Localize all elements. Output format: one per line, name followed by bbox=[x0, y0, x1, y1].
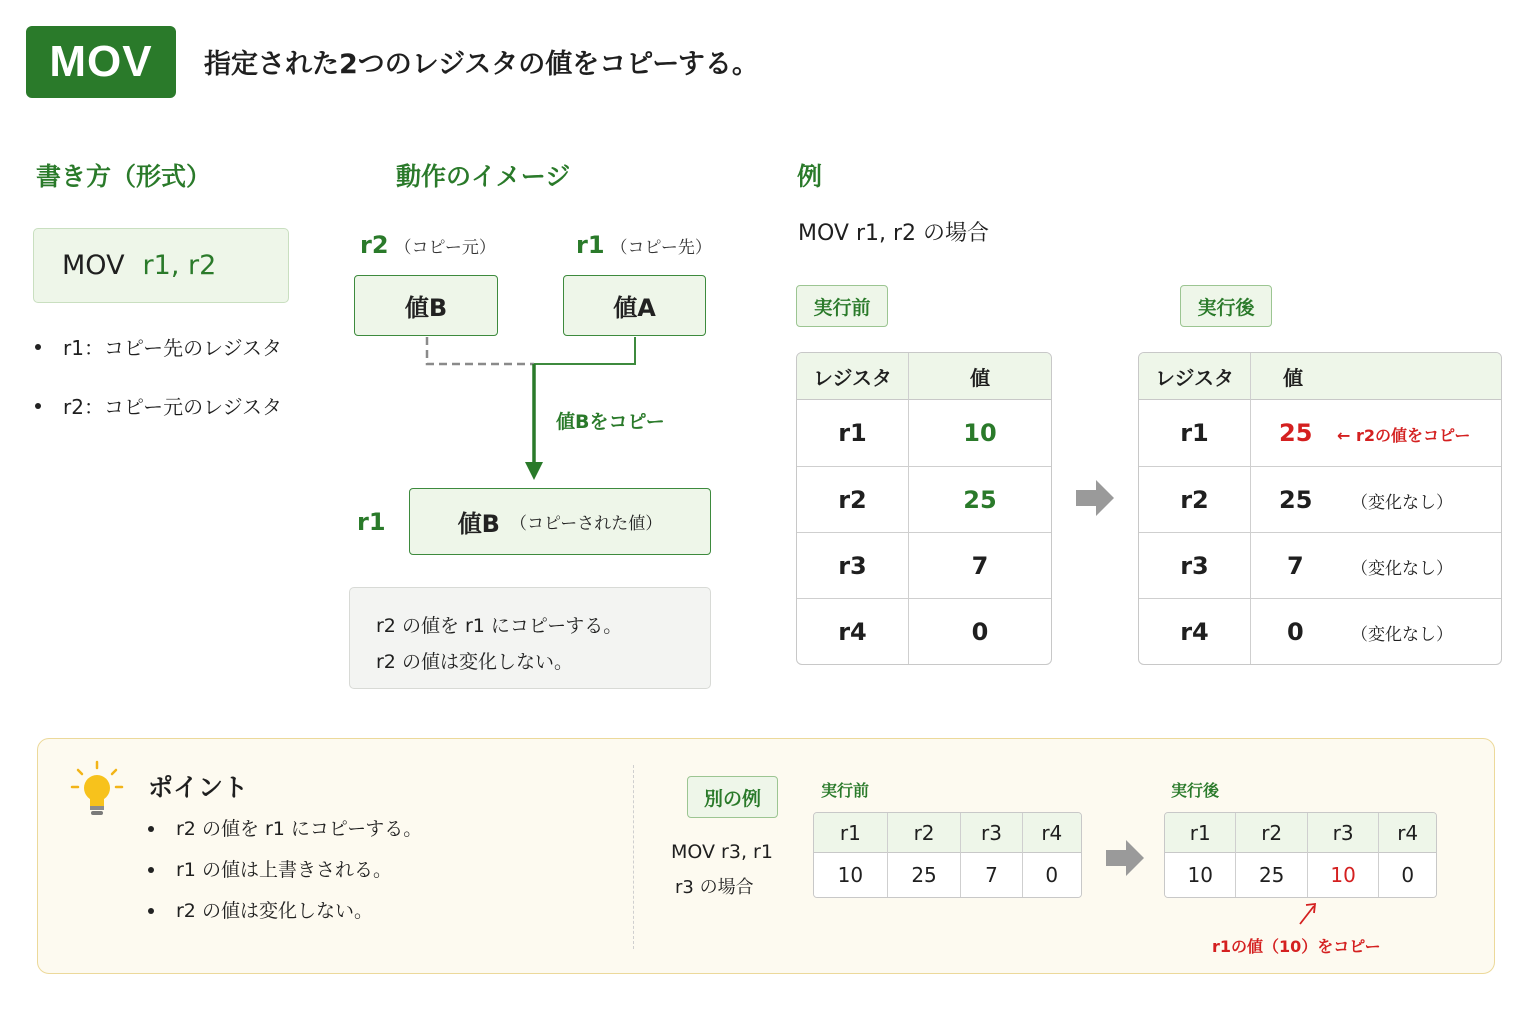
mini-after-table bbox=[1164, 812, 1437, 898]
unchanged-note: （変化なし） bbox=[1351, 558, 1453, 579]
reg-header: r1 bbox=[1165, 813, 1236, 853]
right-arrow-icon bbox=[1074, 478, 1116, 518]
register-cell: r1 bbox=[1139, 400, 1251, 466]
register-cell: r3 bbox=[1139, 532, 1251, 598]
value-cell: 0 bbox=[1379, 853, 1436, 897]
table-row bbox=[1139, 400, 1501, 466]
copy-arrow-diagram bbox=[0, 0, 760, 560]
value: 25 bbox=[1279, 485, 1313, 514]
table-row bbox=[797, 532, 1051, 598]
page-description: 指定された2つのレジスタの値をコピーする。 bbox=[204, 49, 759, 80]
value-cell: 0 bbox=[1023, 853, 1081, 897]
point-title: ポイント bbox=[148, 773, 249, 802]
dashed-connector bbox=[427, 337, 534, 364]
register-cell: r4 bbox=[1139, 598, 1251, 664]
changed-value-cell: 10 bbox=[1308, 853, 1379, 897]
before-table bbox=[796, 352, 1052, 665]
note-line: r2 の値は変化しない。 bbox=[376, 651, 573, 673]
bullet-item: r1 の値は上書きされる。 bbox=[146, 855, 422, 882]
register-cell: r3 bbox=[797, 532, 909, 598]
unchanged-note: （変化なし） bbox=[1351, 492, 1453, 513]
reg-header: r2 bbox=[1236, 813, 1307, 853]
table-row bbox=[1139, 466, 1501, 532]
reg-header: r2 bbox=[888, 813, 962, 853]
col-header-value: 値 bbox=[909, 353, 1051, 400]
image-title: 動作のイメージ bbox=[396, 162, 571, 191]
register-cell: r4 bbox=[797, 598, 909, 664]
value-cell: 7 bbox=[961, 853, 1022, 897]
table-row bbox=[1139, 598, 1501, 664]
down-arrow-head bbox=[525, 462, 543, 480]
annotation-arrow-icon bbox=[1296, 900, 1320, 928]
result-value: 値B bbox=[457, 510, 500, 538]
other-case-line2: r3 の場合 bbox=[675, 877, 754, 898]
copy-note: ← r2の値をコピー bbox=[1337, 426, 1471, 445]
other-case-line1: MOV r3, r1 bbox=[671, 841, 773, 863]
bullet-item: r2：コピー元のレジスタ bbox=[33, 391, 282, 420]
register-cell: r2 bbox=[797, 466, 909, 532]
table-row bbox=[1165, 853, 1436, 897]
mov-badge: MOV bbox=[26, 26, 176, 98]
col-header-register: レジスタ bbox=[797, 353, 909, 400]
example-case: MOV r1, r2 の場合 bbox=[798, 221, 990, 246]
result-value-box bbox=[409, 488, 711, 555]
value-cell bbox=[1251, 532, 1501, 598]
after-table bbox=[1138, 352, 1502, 665]
value-cell: 10 bbox=[1165, 853, 1236, 897]
point-bullets bbox=[146, 814, 422, 937]
value-cell: 10 bbox=[814, 853, 888, 897]
dst-register-sub: （コピー先） bbox=[610, 238, 712, 258]
col-header-register: レジスタ bbox=[1139, 353, 1251, 400]
table-row bbox=[814, 853, 1081, 897]
register-cell: r2 bbox=[1139, 466, 1251, 532]
src-register-name: r2 bbox=[360, 231, 389, 259]
table-row bbox=[797, 400, 1051, 466]
value-cell bbox=[1251, 466, 1501, 532]
value-cell: 25 bbox=[1236, 853, 1307, 897]
dst-value-box: 値A bbox=[563, 275, 706, 336]
after-tag: 実行後 bbox=[1180, 285, 1272, 327]
src-register-sub: （コピー元） bbox=[394, 238, 496, 258]
lightbulb-icon bbox=[70, 760, 124, 818]
src-value-box: 値B bbox=[354, 275, 498, 336]
annotation-text: r1の値（10）をコピー bbox=[1212, 937, 1381, 956]
value-cell bbox=[1251, 400, 1501, 466]
bullet-item: r2 の値を r1 にコピーする。 bbox=[146, 814, 422, 841]
example-title: 例 bbox=[797, 162, 823, 191]
unchanged-note: （変化なし） bbox=[1351, 624, 1453, 645]
changed-value: 25 bbox=[1279, 419, 1313, 447]
mini-before-label: 実行前 bbox=[821, 781, 870, 800]
divider bbox=[633, 765, 634, 949]
reg-header: r3 bbox=[1308, 813, 1379, 853]
value: 0 bbox=[1287, 617, 1304, 646]
value-cell: 25 bbox=[888, 853, 962, 897]
syntax-op: MOV bbox=[62, 250, 125, 281]
bullet-item: r2 の値は変化しない。 bbox=[146, 896, 422, 923]
reg-header: r4 bbox=[1379, 813, 1436, 853]
before-tag: 実行前 bbox=[796, 285, 888, 327]
bullet-item: r1：コピー先のレジスタ bbox=[33, 332, 282, 361]
mini-after-label: 実行後 bbox=[1171, 781, 1220, 800]
note-line: r2 の値を r1 にコピーする。 bbox=[376, 615, 623, 637]
solid-connector bbox=[534, 337, 635, 364]
value-cell: 25 bbox=[909, 466, 1051, 532]
arrow-label: 値Bをコピー bbox=[556, 411, 665, 433]
syntax-args: r1, r2 bbox=[142, 250, 217, 281]
value-cell: 10 bbox=[963, 419, 997, 447]
reg-header: r4 bbox=[1023, 813, 1081, 853]
value-cell: 0 bbox=[909, 598, 1051, 664]
table-row bbox=[797, 598, 1051, 664]
table-row bbox=[797, 466, 1051, 532]
value: 7 bbox=[1287, 551, 1304, 580]
register-cell: r1 bbox=[797, 400, 909, 466]
syntax-title: 書き方（形式） bbox=[36, 162, 212, 191]
value-cell bbox=[1251, 598, 1501, 664]
reg-header: r1 bbox=[814, 813, 888, 853]
image-note bbox=[349, 587, 711, 689]
mini-before-table bbox=[813, 812, 1082, 898]
dst-register-name: r1 bbox=[576, 231, 605, 259]
result-sub: （コピーされた値） bbox=[509, 514, 663, 534]
col-header-value: 値 bbox=[1251, 353, 1501, 400]
result-register-label: r1 bbox=[357, 508, 386, 536]
other-example-tag: 別の例 bbox=[687, 776, 778, 818]
reg-header: r3 bbox=[961, 813, 1022, 853]
mini-right-arrow-icon bbox=[1104, 838, 1146, 878]
value-cell: 7 bbox=[909, 532, 1051, 598]
table-row bbox=[1139, 532, 1501, 598]
